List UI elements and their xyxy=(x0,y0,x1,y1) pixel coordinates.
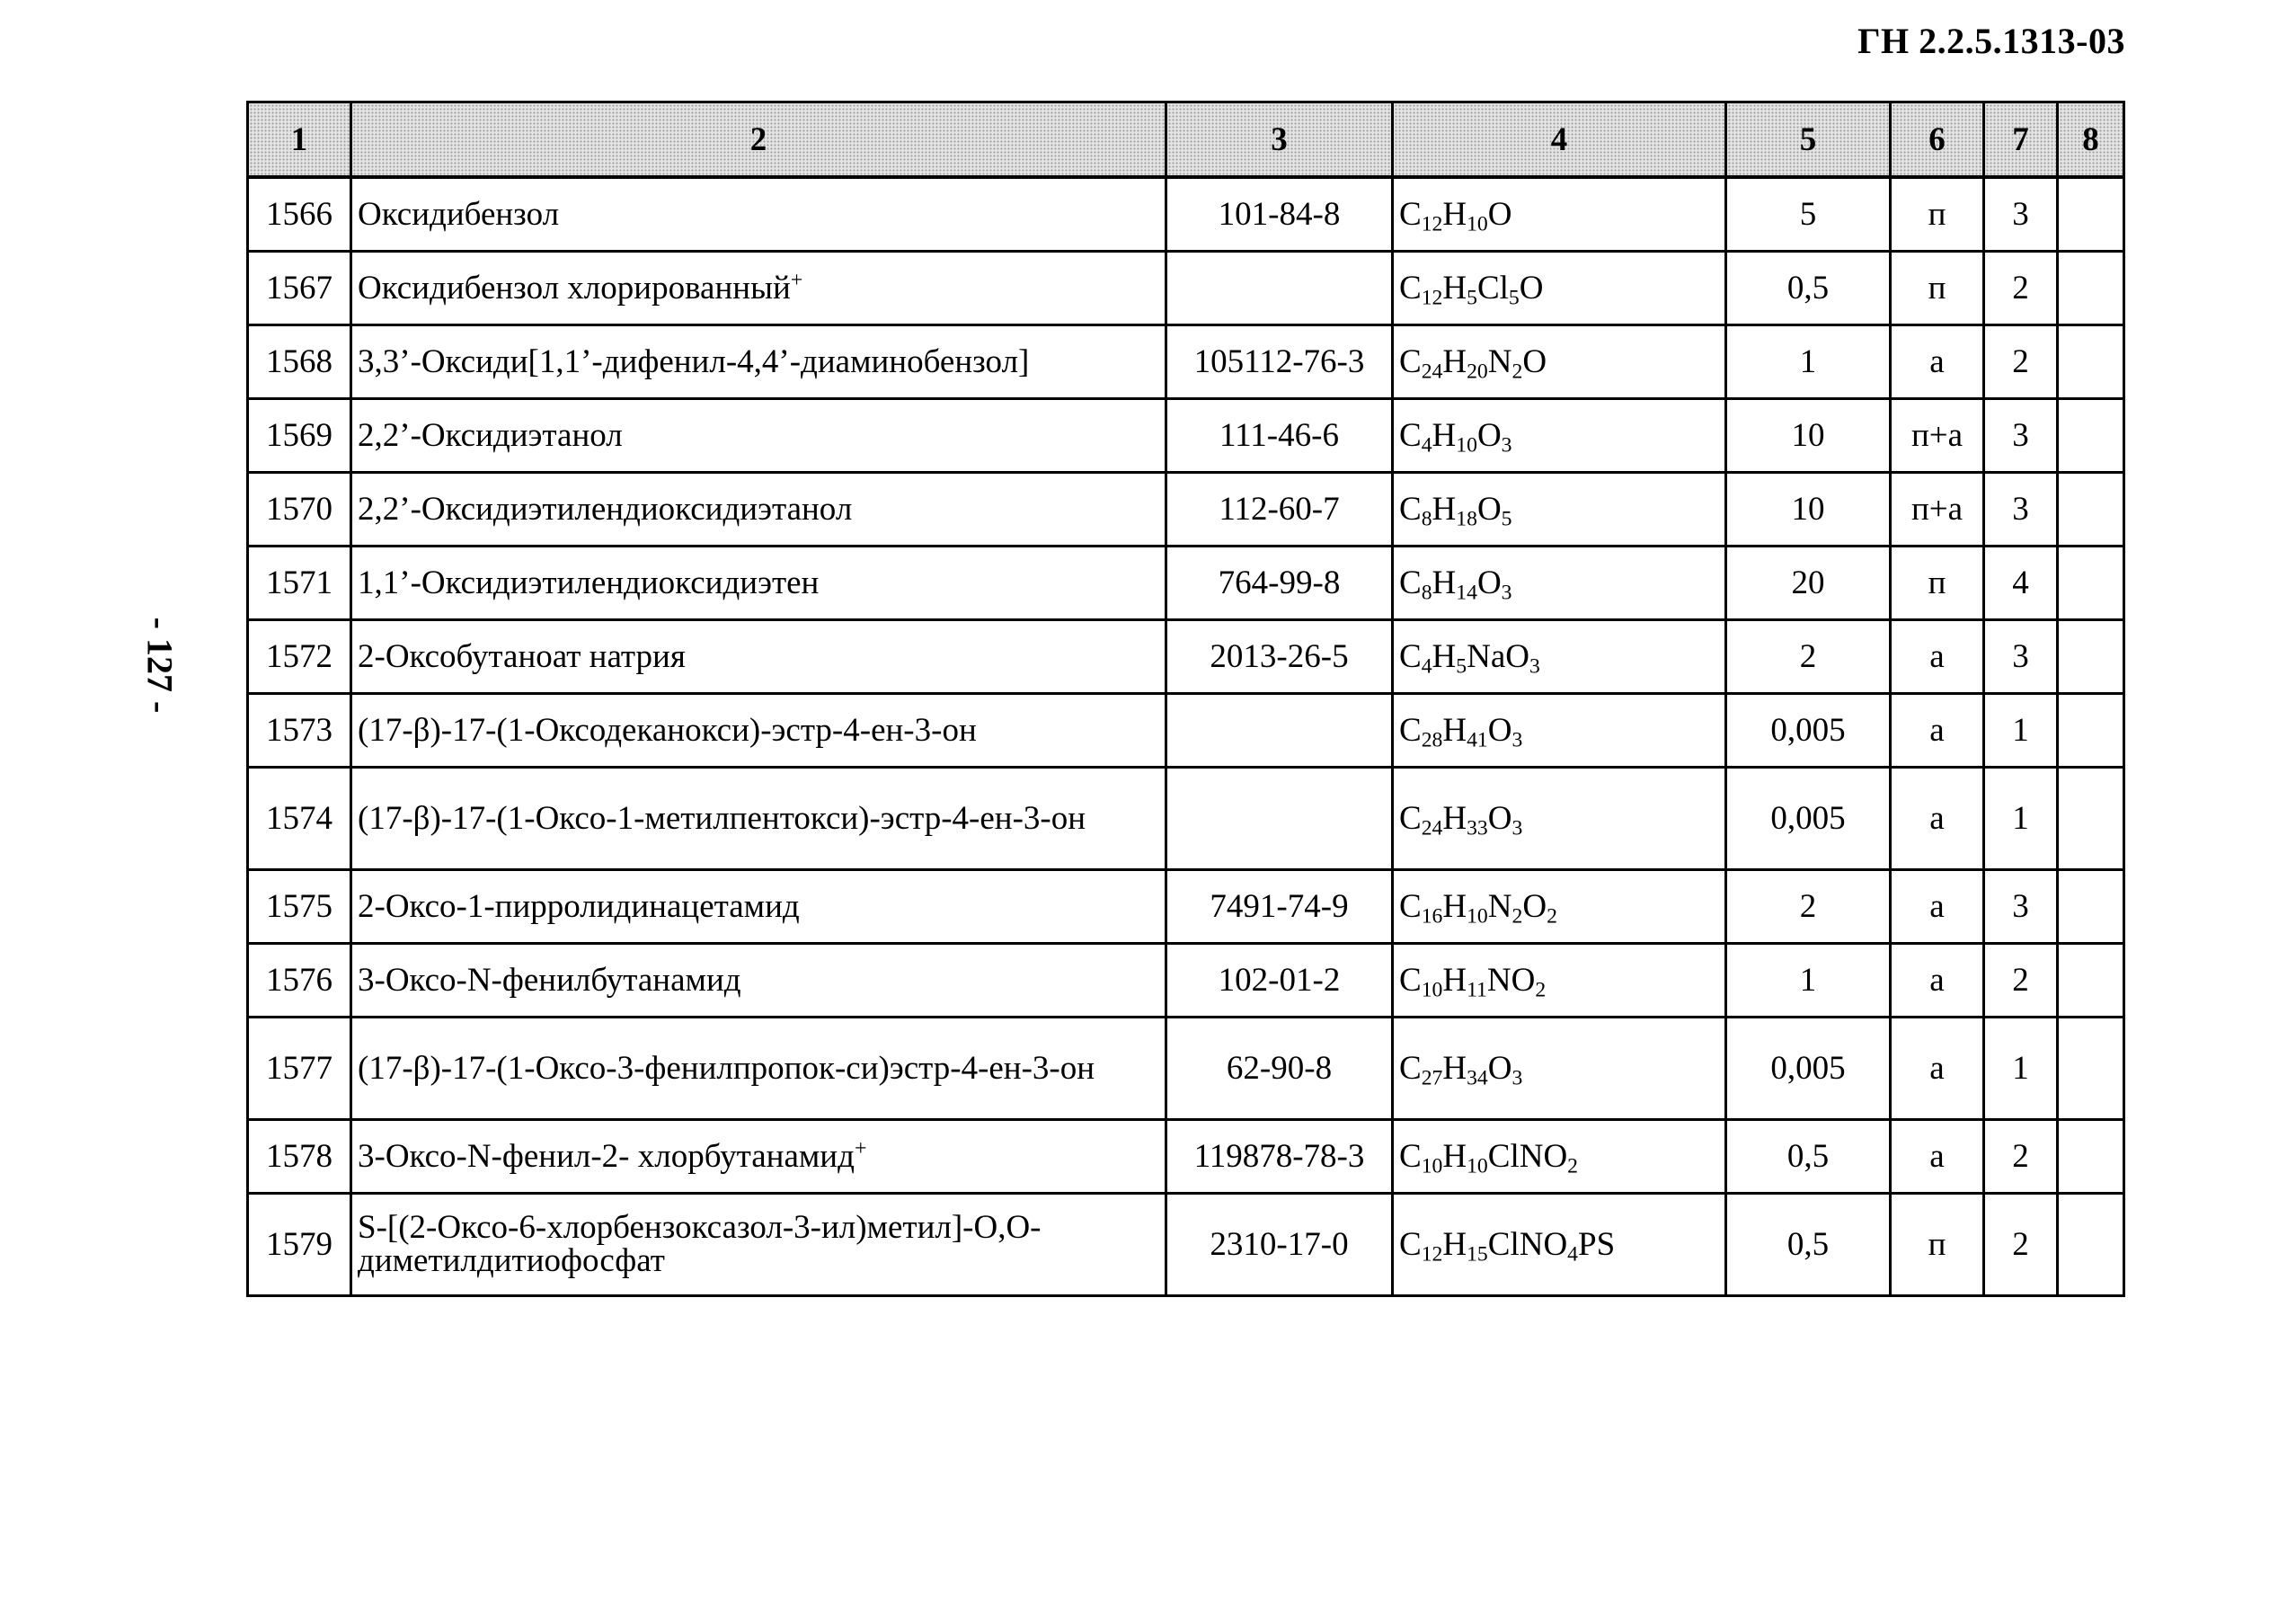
cas-number: 101-84-8 xyxy=(1166,177,1393,251)
formula-element: NaO xyxy=(1467,637,1529,675)
table-row xyxy=(248,1017,2124,1119)
row-number: 1567 xyxy=(248,251,351,324)
formula-element: H xyxy=(1442,269,1467,307)
note-cell xyxy=(2058,693,2124,767)
substance-name-text: 1,1’-Оксидиэтилендиоксидиэтен xyxy=(358,564,820,601)
substance-name xyxy=(351,619,1166,693)
substance-name-text: 2-Оксо-1-пирролидинацетамид xyxy=(358,887,800,925)
chemical-formula xyxy=(1393,324,1726,398)
substance-name-text: Оксидибензол xyxy=(358,195,560,233)
aggregate-state: п xyxy=(1891,546,1984,619)
col-header-1: 1 xyxy=(248,102,351,178)
formula-element: H xyxy=(1442,1225,1467,1263)
header-row xyxy=(248,102,2124,178)
chemical-formula xyxy=(1393,767,1726,869)
formula-subscript: 12 xyxy=(1421,286,1443,310)
aggregate-state: а xyxy=(1891,619,1984,693)
limit-value: 10 xyxy=(1726,472,1891,546)
table-row xyxy=(248,943,2124,1017)
formula-element: NO xyxy=(1486,961,1536,999)
limit-value: 1 xyxy=(1726,324,1891,398)
formula-element: O xyxy=(1519,269,1544,307)
cas-number: 2310-17-0 xyxy=(1166,1193,1393,1295)
row-number: 1573 xyxy=(248,693,351,767)
hazard-class: 4 xyxy=(1984,546,2058,619)
formula-subscript: 3 xyxy=(1501,433,1512,458)
chemical-formula xyxy=(1393,472,1726,546)
chemical-formula xyxy=(1393,869,1726,943)
substance-name xyxy=(351,251,1166,324)
hazard-class: 3 xyxy=(1984,177,2058,251)
substance-name xyxy=(351,1119,1166,1193)
row-number: 1577 xyxy=(248,1017,351,1119)
hazard-class: 2 xyxy=(1984,251,2058,324)
formula-element: O xyxy=(1476,490,1502,528)
formula-subscript: 12 xyxy=(1421,1242,1443,1267)
formula-subscript: 2 xyxy=(1547,904,1557,929)
table-row xyxy=(248,619,2124,693)
formula-subscript: 27 xyxy=(1421,1066,1443,1090)
col-header-4: 4 xyxy=(1393,102,1726,178)
formula-subscript: 10 xyxy=(1467,1154,1488,1178)
chemical-formula xyxy=(1393,1193,1726,1295)
substance-name-text: S-[(2-Оксо-6-хлорбензоксазол-3-ил)метил]-О,О-диметилдитиофосфат xyxy=(358,1209,1042,1279)
aggregate-state: а xyxy=(1891,767,1984,869)
table-row xyxy=(248,869,2124,943)
formula-element: C xyxy=(1399,637,1422,675)
substance-name-text: Оксидибензол хлорированный xyxy=(358,269,791,307)
chemical-formula xyxy=(1393,619,1726,693)
formula-element: C xyxy=(1399,1137,1422,1175)
formula-element: PS xyxy=(1578,1225,1616,1263)
hazard-class: 3 xyxy=(1984,869,2058,943)
formula-element: H xyxy=(1442,711,1467,749)
formula-element: H xyxy=(1432,490,1457,528)
formula-subscript: 10 xyxy=(1421,1154,1443,1178)
chemical-formula xyxy=(1393,693,1726,767)
chemical-formula xyxy=(1393,398,1726,472)
col-header-8: 8 xyxy=(2058,102,2124,178)
note-cell xyxy=(2058,943,2124,1017)
note-cell xyxy=(2058,619,2124,693)
formula-element: O xyxy=(1487,799,1512,837)
chemical-formula xyxy=(1393,943,1726,1017)
row-number: 1568 xyxy=(248,324,351,398)
table-row xyxy=(248,251,2124,324)
row-number: 1570 xyxy=(248,472,351,546)
formula-element: ClNO xyxy=(1487,1137,1568,1175)
substance-name-text: 3,3’-Оксиди[1,1’-дифенил-4,4’-диаминобензол] xyxy=(358,342,1030,380)
formula-subscript: 41 xyxy=(1467,728,1488,752)
row-number: 1572 xyxy=(248,619,351,693)
formula-subscript: 18 xyxy=(1456,507,1477,531)
formula-subscript: 3 xyxy=(1511,1066,1523,1090)
cas-number: 102-01-2 xyxy=(1166,943,1393,1017)
aggregate-state: а xyxy=(1891,869,1984,943)
note-cell xyxy=(2058,324,2124,398)
note-cell xyxy=(2058,177,2124,251)
formula-subscript: 8 xyxy=(1421,581,1432,605)
formula-subscript: 20 xyxy=(1467,360,1488,384)
row-number: 1575 xyxy=(248,869,351,943)
cas-number xyxy=(1166,251,1393,324)
note-cell xyxy=(2058,546,2124,619)
formula-subscript: 16 xyxy=(1421,904,1443,929)
substance-name xyxy=(351,943,1166,1017)
note-cell xyxy=(2058,767,2124,869)
cas-number xyxy=(1166,693,1393,767)
note-cell xyxy=(2058,251,2124,324)
table-body xyxy=(248,177,2124,1295)
formula-subscript: 34 xyxy=(1467,1066,1488,1090)
substance-name xyxy=(351,398,1166,472)
limit-value: 2 xyxy=(1726,619,1891,693)
formula-subscript: 15 xyxy=(1467,1242,1488,1267)
col-header-7: 7 xyxy=(1984,102,2058,178)
substance-name xyxy=(351,472,1166,546)
formula-element: Cl xyxy=(1476,269,1509,307)
cas-number: 105112-76-3 xyxy=(1166,324,1393,398)
formula-element: C xyxy=(1399,342,1422,380)
aggregate-state: п xyxy=(1891,177,1984,251)
note-cell xyxy=(2058,869,2124,943)
formula-subscript: 24 xyxy=(1421,816,1443,840)
substance-name-text: 3-Оксо-N-фенил-2- хлорбутанамид xyxy=(358,1137,855,1175)
row-number: 1569 xyxy=(248,398,351,472)
formula-subscript: 2 xyxy=(1511,360,1523,384)
table-row xyxy=(248,177,2124,251)
formula-subscript: 5 xyxy=(1508,286,1520,310)
aggregate-state: п+а xyxy=(1891,472,1984,546)
formula-element: C xyxy=(1399,1049,1422,1087)
cas-number: 119878-78-3 xyxy=(1166,1119,1393,1193)
table-row xyxy=(248,324,2124,398)
hazard-class: 2 xyxy=(1984,943,2058,1017)
page-number: - 127 - xyxy=(139,617,181,714)
substance-name-text: 2,2’-Оксидиэтанол xyxy=(358,416,623,454)
formula-element: C xyxy=(1399,887,1422,925)
formula-subscript: 5 xyxy=(1456,654,1467,679)
formula-element: C xyxy=(1399,564,1422,601)
limit-value: 0,005 xyxy=(1726,767,1891,869)
aggregate-state: п xyxy=(1891,1193,1984,1295)
row-number: 1574 xyxy=(248,767,351,869)
formula-subscript: 5 xyxy=(1501,507,1512,531)
table-row xyxy=(248,1193,2124,1295)
formula-element: H xyxy=(1442,799,1467,837)
substance-name xyxy=(351,1017,1166,1119)
chemical-formula xyxy=(1393,1119,1726,1193)
formula-element: C xyxy=(1399,416,1422,454)
formula-element: N xyxy=(1487,342,1512,380)
chemical-formula xyxy=(1393,251,1726,324)
hazard-class: 1 xyxy=(1984,1017,2058,1119)
limit-value: 1 xyxy=(1726,943,1891,1017)
substances-table xyxy=(246,101,2125,1297)
note-cell xyxy=(2058,398,2124,472)
row-number: 1566 xyxy=(248,177,351,251)
formula-subscript: 10 xyxy=(1467,904,1488,929)
formula-element: H xyxy=(1442,342,1467,380)
row-number: 1579 xyxy=(248,1193,351,1295)
formula-element: H xyxy=(1442,195,1467,233)
row-number: 1578 xyxy=(248,1119,351,1193)
aggregate-state: а xyxy=(1891,693,1984,767)
formula-element: ClNO xyxy=(1487,1225,1568,1263)
formula-subscript: 10 xyxy=(1421,978,1443,1002)
formula-element: C xyxy=(1399,1225,1422,1263)
formula-subscript: 4 xyxy=(1421,433,1432,458)
formula-subscript: 14 xyxy=(1456,581,1477,605)
formula-element: H xyxy=(1442,961,1467,999)
aggregate-state: а xyxy=(1891,1119,1984,1193)
substance-name-text: 2,2’-Оксидиэтилендиоксидиэтанол xyxy=(358,490,853,528)
aggregate-state: а xyxy=(1891,1017,1984,1119)
table-row xyxy=(248,546,2124,619)
substance-name xyxy=(351,869,1166,943)
substance-name xyxy=(351,546,1166,619)
formula-subscript: 4 xyxy=(1421,654,1432,679)
formula-subscript: 8 xyxy=(1421,507,1432,531)
row-number: 1576 xyxy=(248,943,351,1017)
aggregate-state: п xyxy=(1891,251,1984,324)
note-cell xyxy=(2058,472,2124,546)
formula-subscript: 3 xyxy=(1529,654,1540,679)
formula-element: H xyxy=(1432,637,1457,675)
substance-name xyxy=(351,767,1166,869)
cas-number: 764-99-8 xyxy=(1166,546,1393,619)
formula-element: N xyxy=(1487,887,1512,925)
name-superscript: + xyxy=(854,1136,867,1160)
cas-number: 111-46-6 xyxy=(1166,398,1393,472)
cas-number: 7491-74-9 xyxy=(1166,869,1393,943)
col-header-2: 2 xyxy=(351,102,1166,178)
formula-element: O xyxy=(1476,416,1502,454)
hazard-class: 2 xyxy=(1984,1193,2058,1295)
formula-subscript: 10 xyxy=(1456,433,1477,458)
formula-element: H xyxy=(1442,1137,1467,1175)
substance-name xyxy=(351,693,1166,767)
limit-value: 0,5 xyxy=(1726,1193,1891,1295)
cas-number: 112-60-7 xyxy=(1166,472,1393,546)
formula-element: H xyxy=(1442,1049,1467,1087)
formula-subscript: 24 xyxy=(1421,360,1443,384)
aggregate-state: п+а xyxy=(1891,398,1984,472)
formula-subscript: 3 xyxy=(1511,816,1523,840)
name-superscript: + xyxy=(790,268,803,292)
formula-element: C xyxy=(1399,490,1422,528)
hazard-class: 1 xyxy=(1984,767,2058,869)
hazard-class: 2 xyxy=(1984,1119,2058,1193)
cas-number xyxy=(1166,767,1393,869)
cas-number: 62-90-8 xyxy=(1166,1017,1393,1119)
formula-element: H xyxy=(1432,416,1457,454)
limit-value: 5 xyxy=(1726,177,1891,251)
document-code: ГН 2.2.5.1313-03 xyxy=(1857,21,2125,61)
formula-element: O xyxy=(1476,564,1502,601)
formula-element: H xyxy=(1432,564,1457,601)
chemical-formula xyxy=(1393,1017,1726,1119)
formula-element: C xyxy=(1399,269,1422,307)
substance-name xyxy=(351,324,1166,398)
formula-element: O xyxy=(1487,1049,1512,1087)
substance-name-text: (17-β)-17-(1-Оксо-1-метилпентокси)-эстр-4-ен-3-он xyxy=(358,799,1086,837)
hazard-class: 3 xyxy=(1984,398,2058,472)
cas-number: 2013-26-5 xyxy=(1166,619,1393,693)
row-number: 1571 xyxy=(248,546,351,619)
formula-element: C xyxy=(1399,195,1422,233)
formula-subscript: 3 xyxy=(1511,728,1523,752)
note-cell xyxy=(2058,1017,2124,1119)
hazard-class: 3 xyxy=(1984,619,2058,693)
note-cell xyxy=(2058,1193,2124,1295)
formula-element: C xyxy=(1399,961,1422,999)
aggregate-state: а xyxy=(1891,943,1984,1017)
limit-value: 0,005 xyxy=(1726,1017,1891,1119)
substance-name-text: (17-β)-17-(1-Оксо-3-фенилпропок-си)эстр-4-ен-3-он xyxy=(358,1049,1095,1087)
hazard-class: 3 xyxy=(1984,472,2058,546)
hazard-class: 1 xyxy=(1984,693,2058,767)
substance-name xyxy=(351,177,1166,251)
formula-element: H xyxy=(1442,887,1467,925)
formula-subscript: 2 xyxy=(1535,978,1547,1002)
formula-subscript: 28 xyxy=(1421,728,1443,752)
formula-subscript: 5 xyxy=(1467,286,1477,310)
hazard-class: 2 xyxy=(1984,324,2058,398)
limit-value: 10 xyxy=(1726,398,1891,472)
col-header-5: 5 xyxy=(1726,102,1891,178)
formula-element: O xyxy=(1522,342,1547,380)
substance-name-text: 3-Оксо-N-фенилбутанамид xyxy=(358,961,741,999)
formula-subscript: 2 xyxy=(1567,1154,1579,1178)
formula-element: O xyxy=(1487,195,1512,233)
table-row xyxy=(248,767,2124,869)
note-cell xyxy=(2058,1119,2124,1193)
formula-subscript: 12 xyxy=(1421,212,1443,236)
limit-value: 0,005 xyxy=(1726,693,1891,767)
col-header-3: 3 xyxy=(1166,102,1393,178)
formula-subscript: 4 xyxy=(1567,1242,1579,1267)
formula-subscript: 10 xyxy=(1467,212,1488,236)
formula-element: C xyxy=(1399,711,1422,749)
chemical-formula xyxy=(1393,546,1726,619)
limit-value: 20 xyxy=(1726,546,1891,619)
limit-value: 0,5 xyxy=(1726,251,1891,324)
formula-element: C xyxy=(1399,799,1422,837)
table-row xyxy=(248,472,2124,546)
formula-subscript: 2 xyxy=(1511,904,1523,929)
substance-name-text: 2-Оксобутаноат натрия xyxy=(358,637,686,675)
substance-name-text: (17-β)-17-(1-Оксодеканокси)-эстр-4-ен-3-он xyxy=(358,711,977,749)
formula-element: O xyxy=(1487,711,1512,749)
table-row xyxy=(248,398,2124,472)
table-row xyxy=(248,1119,2124,1193)
formula-subscript: 33 xyxy=(1467,816,1488,840)
formula-subscript: 3 xyxy=(1501,581,1512,605)
limit-value: 0,5 xyxy=(1726,1119,1891,1193)
substance-name xyxy=(351,1193,1166,1295)
formula-element: O xyxy=(1522,887,1547,925)
col-header-6: 6 xyxy=(1891,102,1984,178)
table-row xyxy=(248,693,2124,767)
chemical-formula xyxy=(1393,177,1726,251)
limit-value: 2 xyxy=(1726,869,1891,943)
aggregate-state: а xyxy=(1891,324,1984,398)
formula-subscript: 11 xyxy=(1467,978,1487,1002)
